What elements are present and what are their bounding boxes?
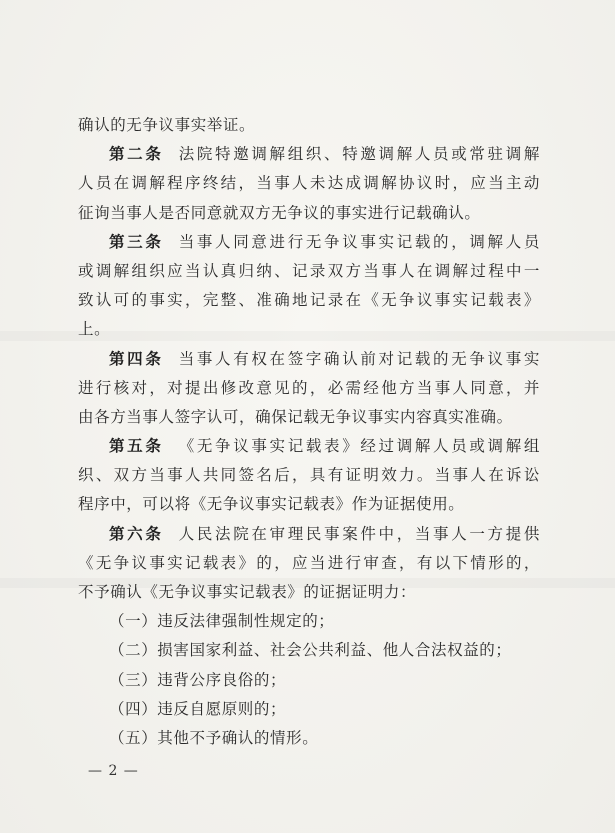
- list-item: （四）违反自愿原则的；: [109, 699, 287, 718]
- article-6-heading: 第六条: [109, 524, 164, 543]
- text-line: 人员在调解程序终结，当事人未达成调解协议时，应当主动: [78, 174, 540, 193]
- text-line: 上。: [78, 320, 111, 339]
- article-4-heading: 第四条: [109, 349, 164, 368]
- article-5-heading: 第五条: [109, 437, 164, 456]
- list-item: （五）其他不予确认的情形。: [109, 728, 319, 747]
- body-text: [78, 111, 540, 753]
- text-line: 由各方当事人签字认可，确保记载无争议事实内容真实准确。: [78, 407, 513, 426]
- list-item: （二）损害国家利益、社会公共利益、他人合法权益的；: [109, 641, 512, 660]
- page-number: — 2 —: [88, 763, 139, 779]
- article-3-heading: 第三条: [109, 232, 164, 251]
- text-line: 不予确认《无争议事实记载表》的证据证明力：: [78, 583, 417, 601]
- text-line: 进行核对，对提出修改意见的，必需经他方当事人同意，并: [78, 378, 540, 397]
- text-line: 确认的无争议事实举证。: [78, 116, 256, 134]
- text-line: 程序中，可以将《无争议事实记载表》作为证据使用。: [78, 495, 465, 514]
- text-line: 致认可的事实，完整、准确地记录在《无争议事实记载表》: [78, 291, 540, 310]
- list-item: （三）违背公序良俗的；: [109, 670, 287, 689]
- article-2-line: 第二条 法院特邀调解组织、特邀调解人员或常驻调解: [109, 145, 540, 164]
- article-3-line: 第三条 当事人同意进行无争议事实记载的，调解人员: [109, 232, 540, 251]
- list-item: （一）违反法律强制性规定的；: [109, 612, 335, 631]
- article-4-line: 第四条 当事人有权在签字确认前对记载的无争议事实: [109, 349, 540, 368]
- text-line: 《无争议事实记载表》的，应当进行审查，有以下情形的，: [78, 553, 540, 572]
- text-line: 征询当事人是否同意就双方无争议的事实进行记载确认。: [78, 203, 481, 222]
- article-5-line: 第五条 《无争议事实记载表》经过调解人员或调解组: [109, 437, 540, 456]
- text-line: 织、双方当事人共同签名后，具有证明效力。当事人在诉讼: [78, 466, 540, 485]
- article-6-line: 第六条 人民法院在审理民事案件中，当事人一方提供: [109, 524, 540, 543]
- text-line: 或调解组织应当认真归纳、记录双方当事人在调解过程中一: [78, 261, 540, 280]
- article-2-heading: 第二条: [109, 145, 164, 164]
